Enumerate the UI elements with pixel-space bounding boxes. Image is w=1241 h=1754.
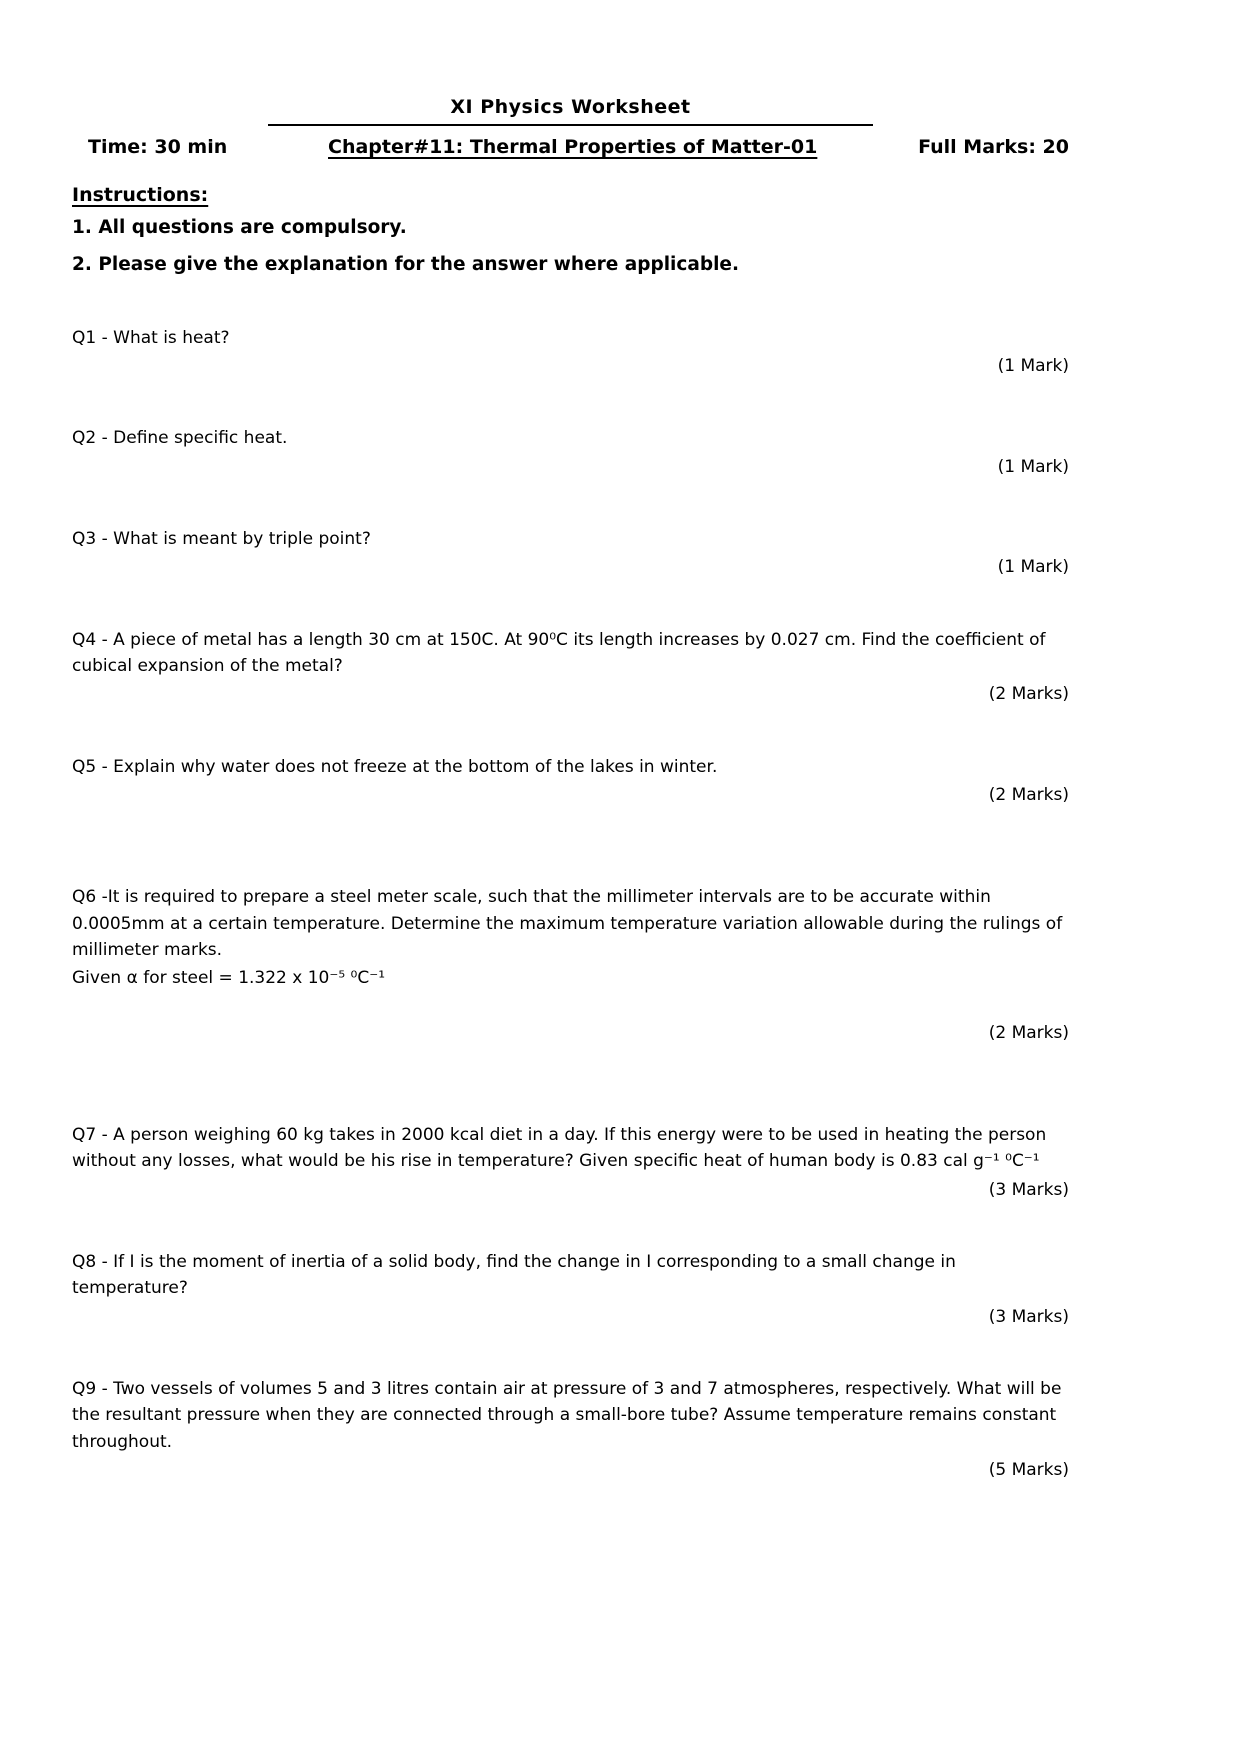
instruction-item-2: 2. Please give the explanation for the answer where applicable. xyxy=(72,253,739,275)
instruction-item-1: 1. All questions are compulsory. xyxy=(72,217,407,238)
question-marks: (1 Mark) xyxy=(997,557,1069,578)
question-marks: (3 Marks) xyxy=(988,1306,1069,1327)
title-divider xyxy=(268,124,873,126)
question-text: Q8 - If I is the moment of inertia of a solid body, find the change in I corresponding to a small change in temperature? xyxy=(72,1252,956,1299)
question-text: Q2 - Define specific heat. xyxy=(72,428,288,449)
time-label: Time: 30 min xyxy=(88,136,228,158)
question-text: Q5 - Explain why water does not freeze at the bottom of the lakes in winter. xyxy=(72,756,718,777)
question-marks: (2 Marks) xyxy=(988,684,1069,705)
question-block-q6 xyxy=(72,884,1069,1046)
worksheet-header xyxy=(72,136,1069,158)
question-block-q7 xyxy=(72,1122,1069,1203)
question-marks: (5 Marks) xyxy=(988,1460,1069,1481)
question-marks: (3 Marks) xyxy=(988,1179,1069,1200)
question-marks: (1 Mark) xyxy=(997,456,1069,477)
question-text: Q3 - What is meant by triple point? xyxy=(72,528,371,549)
question-marks: (2 Marks) xyxy=(988,1022,1069,1043)
question-block-q1 xyxy=(72,325,1069,380)
question-text: Q7 - A person weighing 60 kg takes in 2000 kcal diet in a day. If this energy were to be used in heating the person without any losses, what would be his rise in temperature? Given specific heat of human body is 0.83 cal g⁻¹ ⁰C⁻¹ xyxy=(72,1125,1047,1172)
question-block-q2 xyxy=(72,425,1069,480)
full-marks-label: Full Marks: 20 xyxy=(918,136,1069,158)
question-text: Q4 - A piece of metal has a length 30 cm at 150C. At 90⁰C its length increases by 0.027 cm. Find the coefficient of cubical expansion of the metal? xyxy=(72,629,1046,676)
question-text: Q1 - What is heat? xyxy=(72,327,230,348)
question-block-q8 xyxy=(72,1249,1069,1330)
question-block-q9 xyxy=(72,1376,1069,1483)
question-block-q3 xyxy=(72,526,1069,581)
question-text: Q9 - Two vessels of volumes 5 and 3 litres contain air at pressure of 3 and 7 atmospheres, respectively. What will be the resultant pressure when they are connected through a small-bore tube? Assume temperature remains constant throughout. xyxy=(72,1379,1062,1452)
question-block-q4 xyxy=(72,627,1069,708)
question-block-q5 xyxy=(72,754,1069,809)
question-text: Q6 -It is required to prepare a steel meter scale, such that the millimeter intervals are to be accurate within 0.0005mm at a certain temperature. Determine the maximum temperature variation allowable during the rulings of millimeter marks. xyxy=(72,887,1063,960)
chapter-title: Chapter#11: Thermal Properties of Matter-01 xyxy=(328,136,818,158)
question-marks: (2 Marks) xyxy=(988,784,1069,805)
question-given-data: Given α for steel = 1.322 x 10⁻⁵ ⁰C⁻¹ xyxy=(72,968,386,989)
instructions-section xyxy=(72,184,1069,279)
question-marks: (1 Mark) xyxy=(997,355,1069,376)
instructions-heading: Instructions: xyxy=(72,184,209,206)
page-title: XI Physics Worksheet xyxy=(450,96,691,118)
